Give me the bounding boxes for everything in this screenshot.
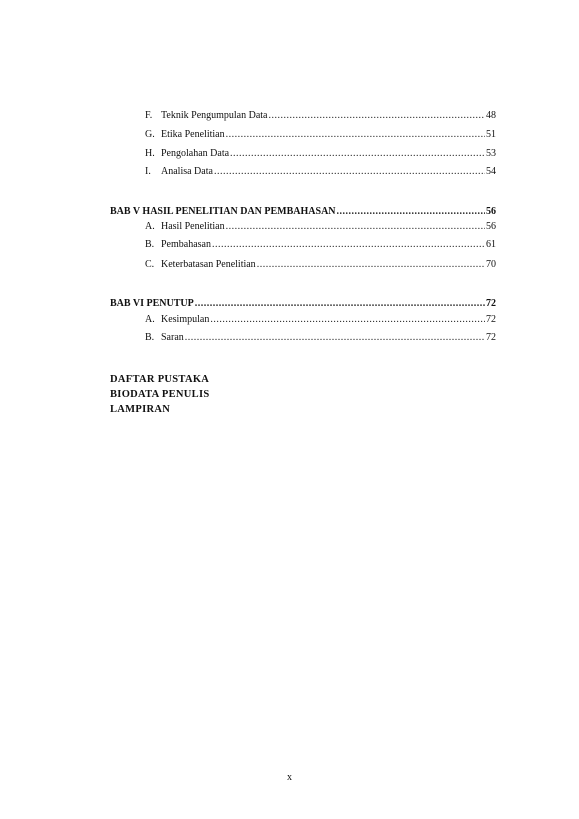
toc-entry-page: 53: [486, 148, 496, 159]
toc-entry-title: Hasil Penelitian: [161, 221, 225, 232]
toc-leader-dots: [210, 313, 485, 327]
toc-entry-letter: G.: [145, 129, 155, 140]
toc-entry-pembahasan: [145, 238, 496, 252]
toc-entry-page: 61: [486, 239, 496, 250]
toc-leader-dots: [226, 128, 485, 142]
toc-entry-title: Pengolahan Data: [161, 148, 230, 159]
toc-chapter-bab-v: [110, 205, 496, 219]
toc-entry-title: Teknik Pengumpulan Data: [161, 110, 268, 121]
toc-entry-page: 56: [486, 221, 496, 232]
toc-entry-saran: [145, 331, 496, 345]
toc-entry-letter: H.: [145, 148, 155, 159]
toc-leader-dots: [226, 220, 485, 234]
toc-chapter-title: BAB V HASIL PENELITIAN DAN PEMBAHASAN: [110, 206, 336, 217]
toc-entry-title: Pembahasan: [161, 239, 211, 250]
toc-entry-teknik-pengumpulan-data: [145, 109, 496, 123]
toc-entry-letter: I.: [145, 166, 151, 177]
toc-biodata-penulis: BIODATA PENULIS: [110, 389, 210, 400]
toc-leader-dots: [269, 109, 486, 123]
toc-chapter-page: 56: [486, 206, 496, 217]
toc-chapter-title: BAB VI PENUTUP: [110, 298, 194, 309]
toc-entry-page: 72: [486, 314, 496, 325]
toc-entry-letter: B.: [145, 239, 155, 250]
page-number: x: [287, 772, 292, 783]
toc-entry-kesimpulan: [145, 313, 496, 327]
toc-entry-page: 48: [486, 110, 496, 121]
toc-entry-letter: F.: [145, 110, 153, 121]
toc-entry-title: Etika Penelitian: [161, 129, 225, 140]
toc-entry-page: 54: [486, 166, 496, 177]
toc-leader-dots: [212, 238, 485, 252]
toc-chapter-bab-vi: [110, 297, 496, 311]
toc-entry-letter: A.: [145, 314, 155, 325]
toc-leader-dots: [214, 165, 485, 179]
toc-leader-dots: [337, 205, 485, 219]
toc-entry-page: 72: [486, 332, 496, 343]
toc-entry-title: Keterbatasan Penelitian: [161, 259, 256, 270]
toc-entry-title: Kesimpulan: [161, 314, 210, 325]
toc-lampiran: LAMPIRAN: [110, 404, 171, 415]
toc-entry-page: 51: [486, 129, 496, 140]
toc-leader-dots: [185, 331, 485, 345]
toc-entry-keterbatasan-penelitian: [145, 258, 496, 272]
toc-entry-hasil-penelitian: [145, 220, 496, 234]
toc-entry-letter: A.: [145, 221, 155, 232]
toc-entry-letter: C.: [145, 259, 155, 270]
toc-entry-analisa-data: [145, 165, 496, 179]
toc-entry-page: 70: [486, 259, 496, 270]
toc-chapter-page: 72: [486, 298, 496, 309]
toc-leader-dots: [230, 147, 485, 161]
toc-entry-pengolahan-data: [145, 147, 496, 161]
toc-entry-title: Saran: [161, 332, 184, 343]
toc-entry-title: Analisa Data: [161, 166, 213, 177]
toc-leader-dots: [195, 297, 485, 311]
toc-leader-dots: [257, 258, 485, 272]
toc-entry-letter: B.: [145, 332, 155, 343]
toc-daftar-pustaka: DAFTAR PUSTAKA: [110, 374, 210, 385]
toc-entry-etika-penelitian: [145, 128, 496, 142]
